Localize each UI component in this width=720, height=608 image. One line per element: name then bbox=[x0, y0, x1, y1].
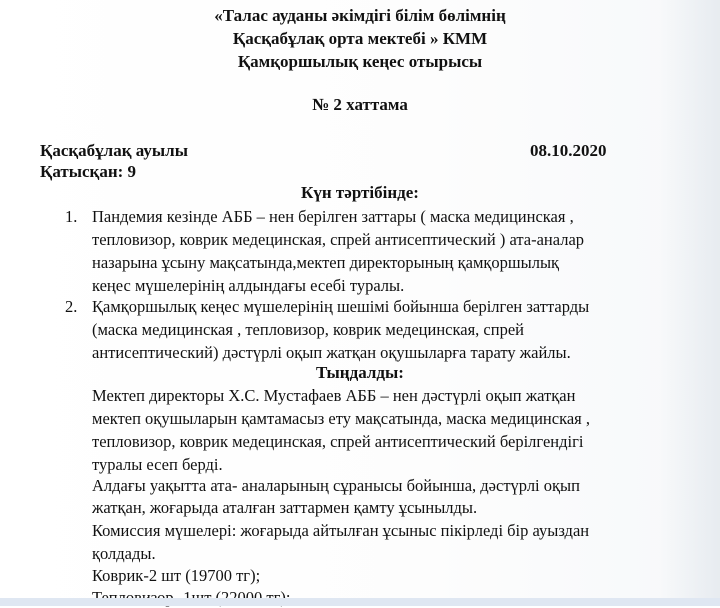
heard-line: Коврик-2 шт (19700 тг); bbox=[92, 566, 261, 585]
heard-line: Алдағы уақытта ата- аналарының сұранысы бойынша, дәстүрлі оқып bbox=[92, 476, 580, 495]
agenda-item-number: 2. bbox=[65, 297, 78, 316]
agenda-item-line: назарына ұсыну мақсатында,мектеп директорының қамқоршылық bbox=[92, 253, 560, 272]
meta-attended: Қатысқан: 9 bbox=[40, 162, 137, 181]
heard-line: мектеп оқушыларын қамтамасыз ету мақсатында, маска медицинская , bbox=[92, 409, 591, 428]
scan-edge-shadow bbox=[660, 0, 720, 606]
heard-line: жатқан, жоғарыда аталған заттармен қамту ұсынылды. bbox=[92, 498, 478, 517]
heard-line: Комиссия мүшелері: жоғарыда айтылған ұсыныс пікірледі бір ауыздан bbox=[92, 521, 590, 540]
meta-date: 08.10.2020 bbox=[530, 141, 607, 160]
heard-line: қолдады. bbox=[92, 544, 156, 563]
agenda-item-line: Қамқоршылық кеңес мүшелерінің шешімі бойынша берілген заттарды bbox=[92, 297, 590, 316]
agenda-item-line: (маска медицинская , тепловизор, коврик медецинская, спрей bbox=[92, 320, 524, 339]
heard-line: Мектеп директоры Х.С. Мустафаев АББ – нен дәстүрлі оқып жатқан bbox=[92, 386, 576, 405]
agenda-item-line: тепловизор, коврик медецинская, спрей антисептический ) ата-аналар bbox=[92, 230, 585, 249]
heard-line: туралы есеп берді. bbox=[92, 455, 223, 474]
header-line-1: «Талас ауданы әкімдігі білім бөлімнің bbox=[214, 6, 506, 25]
header-line-2: Қасқабұлақ орта мектебі » КММ bbox=[232, 29, 488, 48]
agenda-item-line: кеңес мүшелерінің алдындағы есебі туралы. bbox=[92, 276, 405, 295]
heard-line: тепловизор, коврик медецинская, спрей антисептический берілгендігі bbox=[92, 432, 584, 451]
agenda-item-line: Пандемия кезінде АББ – нен берілген заттары ( маска медицинская , bbox=[92, 207, 574, 226]
agenda-item-number: 1. bbox=[65, 207, 78, 226]
agenda-title: Күн тәртібінде: bbox=[301, 183, 419, 202]
header-line-3: Қамқоршылық кеңес отырысы bbox=[237, 52, 483, 71]
heard-title: Тыңдалды: bbox=[316, 363, 404, 382]
protocol-number: № 2 хаттама bbox=[312, 95, 408, 114]
bottom-edge bbox=[0, 598, 720, 606]
meta-place: Қасқабұлақ ауылы bbox=[40, 141, 188, 160]
agenda-item-line: антисептический) дәстүрлі оқып жатқан оқушыларға тарату жайлы. bbox=[92, 343, 571, 362]
